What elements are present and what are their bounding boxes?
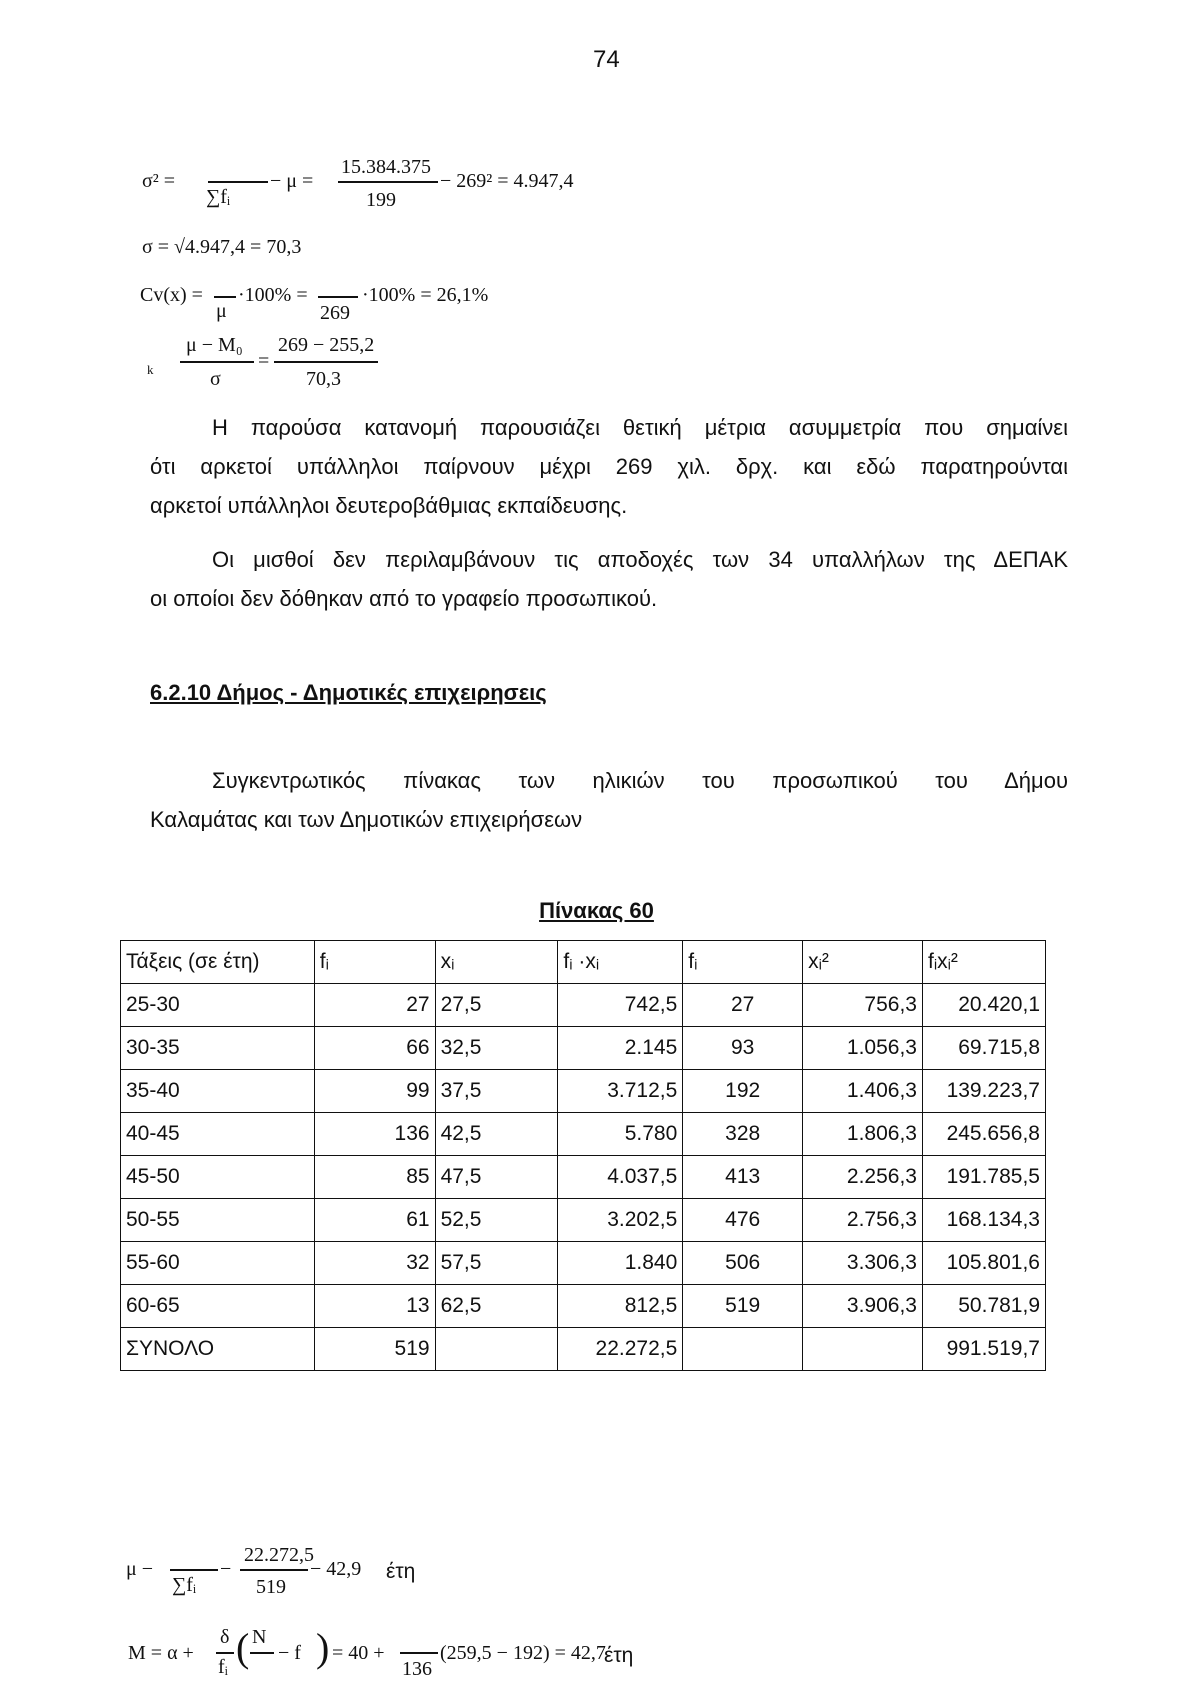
- table-cell: 2.256,3: [803, 1156, 923, 1199]
- table-row: [121, 1285, 1046, 1328]
- cv-tail: ·100% = 26,1%: [362, 284, 489, 306]
- table-cell: [803, 1328, 923, 1371]
- mean-minus: −: [220, 1558, 232, 1580]
- skew-frac2-den: 70,3: [306, 368, 341, 390]
- table-cell: 50-55: [121, 1199, 315, 1242]
- table-cell: 13: [314, 1285, 435, 1328]
- table-row: [121, 1027, 1046, 1070]
- page-number: 74: [593, 46, 620, 73]
- median-frac1-num: δ: [220, 1626, 230, 1648]
- sigma-formula: σ = √4.947,4 = 70,3: [142, 236, 302, 258]
- table-cell: 519: [683, 1285, 803, 1328]
- mean-tail: − 42,9: [310, 1558, 362, 1580]
- skew-k: k: [147, 362, 154, 377]
- table-cell: 40-45: [121, 1113, 315, 1156]
- table-cell: 25-30: [121, 984, 315, 1027]
- median-paren-close: ): [316, 1625, 330, 1670]
- mean-frac2-den: 519: [256, 1576, 286, 1598]
- table-cell: 30-35: [121, 1027, 315, 1070]
- table-cell: 27: [314, 984, 435, 1027]
- fraction-bar: [216, 1652, 234, 1654]
- fraction-bar: [250, 1652, 274, 1654]
- table-cell: 139.223,7: [922, 1070, 1045, 1113]
- table-cell: 5.780: [558, 1113, 683, 1156]
- table-cell: 328: [683, 1113, 803, 1156]
- table-caption: Πίνακας 60: [539, 898, 654, 923]
- header-cell: fᵢxᵢ²: [922, 941, 1045, 984]
- table-cell: 61: [314, 1199, 435, 1242]
- mean-frac2-num: 22.272,5: [244, 1544, 314, 1566]
- table-cell: 69.715,8: [922, 1027, 1045, 1070]
- median-minus-f: − f: [278, 1642, 301, 1664]
- variance-tail: − 269² = 4.947,4: [440, 170, 574, 192]
- fraction-bar: [338, 181, 438, 183]
- cv-lhs: Cv(x) =: [140, 284, 203, 306]
- table-cell: 32,5: [435, 1027, 558, 1070]
- skew-frac2-num: 269 − 255,2: [278, 334, 375, 356]
- table-cell: 3.306,3: [803, 1242, 923, 1285]
- table-cell: 57,5: [435, 1242, 558, 1285]
- median-tail-a: = 40 +: [332, 1642, 385, 1664]
- interpretation-paragraph: [150, 414, 1068, 519]
- table-cell: 1.806,3: [803, 1113, 923, 1156]
- median-frac2-num: N: [252, 1626, 267, 1648]
- variance-minus-mu: − μ =: [270, 170, 314, 192]
- table-cell: 1.406,3: [803, 1070, 923, 1113]
- table-cell: 192: [683, 1070, 803, 1113]
- fraction-bar: [170, 1569, 218, 1571]
- mean-unit: έτη: [386, 1560, 416, 1583]
- cv-frac1-den: μ: [216, 300, 227, 322]
- table-cell: 27,5: [435, 984, 558, 1027]
- table-cell: 3.906,3: [803, 1285, 923, 1328]
- paragraph-line: Η παρούσα κατανομή παρουσιάζει θετική μέτρια ασυμμετρία που σημαίνει: [212, 415, 1068, 440]
- table-cell: 55-60: [121, 1242, 315, 1285]
- table-row: [121, 1199, 1046, 1242]
- cv-mid: ·100% =: [238, 284, 308, 306]
- table-cell: 812,5: [558, 1285, 683, 1328]
- paragraph-line: οι οποίοι δεν δόθηκαν από το γραφείο προσωπικού.: [150, 586, 658, 611]
- table-cell: 20.420,1: [922, 984, 1045, 1027]
- table-cell: 191.785,5: [922, 1156, 1045, 1199]
- fraction-bar: [400, 1652, 438, 1654]
- table-row: [121, 1242, 1046, 1285]
- table-cell: 60-65: [121, 1285, 315, 1328]
- paragraph-line: Συγκεντρωτικός πίνακας των ηλικιών του προσωπικού του Δήμου: [212, 768, 1068, 793]
- table-cell: 245.656,8: [922, 1113, 1045, 1156]
- table-cell: [435, 1328, 558, 1371]
- table-cell: 756,3: [803, 984, 923, 1027]
- table-cell: 66: [314, 1027, 435, 1070]
- fraction-bar: [180, 361, 254, 363]
- median-frac3-den: 136: [402, 1658, 432, 1680]
- table-header-row: [121, 941, 1046, 984]
- fraction-bar: [208, 181, 268, 183]
- table-cell: 62,5: [435, 1285, 558, 1328]
- table-cell: 93: [683, 1027, 803, 1070]
- paragraph-line: Οι μισθοί δεν περιλαμβάνουν τις αποδοχές των 34 υπαλλήλων της ΔΕΠΑΚ: [212, 547, 1068, 572]
- table-cell: 506: [683, 1242, 803, 1285]
- variance-lhs: σ² =: [142, 170, 176, 192]
- fraction-bar: [214, 296, 236, 298]
- table-cell: 45-50: [121, 1156, 315, 1199]
- table-row: [121, 1070, 1046, 1113]
- mean-lhs: μ −: [126, 1558, 154, 1580]
- mean-frac1-den: ∑fᵢ: [172, 1574, 197, 1596]
- paragraph-line: αρκετοί υπάλληλοι δευτεροβάθμιας εκπαίδευσης.: [150, 493, 628, 518]
- paragraph-line: Καλαμάτας και των Δημοτικών επιχειρήσεων: [150, 807, 583, 832]
- header-cell: fᵢ ·xᵢ: [558, 941, 683, 984]
- header-cell: Τάξεις (σε έτη): [121, 941, 315, 984]
- table-cell: 2.756,3: [803, 1199, 923, 1242]
- table-cell: 742,5: [558, 984, 683, 1027]
- header-cell: xᵢ²: [803, 941, 923, 984]
- table-cell: [683, 1328, 803, 1371]
- median-unit: έτη: [604, 1644, 634, 1667]
- table-cell: 4.037,5: [558, 1156, 683, 1199]
- table-cell: 52,5: [435, 1199, 558, 1242]
- table-cell: 37,5: [435, 1070, 558, 1113]
- table-total-row: [121, 1328, 1046, 1371]
- variance-frac2-num: 15.384.375: [341, 156, 431, 178]
- table-cell: 991.519,7: [922, 1328, 1045, 1371]
- header-cell: fᵢ: [683, 941, 803, 984]
- table-cell: 35-40: [121, 1070, 315, 1113]
- table-cell: 136: [314, 1113, 435, 1156]
- table-cell: 168.134,3: [922, 1199, 1045, 1242]
- variance-frac2-den: 199: [366, 189, 396, 211]
- table-cell: 2.145: [558, 1027, 683, 1070]
- cv-frac2-den: 269: [320, 302, 350, 324]
- table-cell: ΣΥΝΟΛΟ: [121, 1328, 315, 1371]
- median-tail-b: (259,5 − 192) = 42,7: [440, 1642, 606, 1664]
- salary-note-paragraph: [150, 546, 1068, 612]
- table-cell: 22.272,5: [558, 1328, 683, 1371]
- median-frac1-den: fᵢ: [218, 1656, 228, 1678]
- fraction-bar: [318, 296, 358, 298]
- table-row: [121, 984, 1046, 1027]
- table-cell: 47,5: [435, 1156, 558, 1199]
- median-paren-open: (: [236, 1625, 250, 1670]
- table-cell: 3.712,5: [558, 1070, 683, 1113]
- variance-frac1-den: ∑fᵢ: [206, 186, 231, 208]
- table-cell: 476: [683, 1199, 803, 1242]
- age-distribution-table: [120, 940, 1046, 1371]
- table-cell: 27: [683, 984, 803, 1027]
- table-row: [121, 1156, 1046, 1199]
- skew-frac1-den: σ: [210, 368, 221, 390]
- table-cell: 32: [314, 1242, 435, 1285]
- table-cell: 1.056,3: [803, 1027, 923, 1070]
- header-cell: xᵢ: [435, 941, 558, 984]
- table-cell: 519: [314, 1328, 435, 1371]
- paragraph-line: ότι αρκετοί υπάλληλοι παίρνουν μέχρι 269 χιλ. δρχ. και εδώ παρατηρούνται: [150, 454, 1068, 479]
- fraction-bar: [274, 361, 378, 363]
- skew-eq: =: [258, 350, 270, 372]
- table-cell: 3.202,5: [558, 1199, 683, 1242]
- table-cell: 105.801,6: [922, 1242, 1045, 1285]
- table-row: [121, 1113, 1046, 1156]
- table-cell: 413: [683, 1156, 803, 1199]
- table-cell: 50.781,9: [922, 1285, 1045, 1328]
- table-cell: 42,5: [435, 1113, 558, 1156]
- skew-frac1-num: μ − M₀: [186, 334, 243, 356]
- fraction-bar: [240, 1569, 308, 1571]
- table-cell: 99: [314, 1070, 435, 1113]
- table-cell: 1.840: [558, 1242, 683, 1285]
- table-intro-paragraph: [150, 767, 1068, 833]
- table-cell: 85: [314, 1156, 435, 1199]
- median-lhs: M = α +: [128, 1642, 194, 1664]
- section-heading: 6.2.10 Δήμος - Δημοτικές επιχειρησεις: [150, 680, 547, 705]
- header-cell: fᵢ: [314, 941, 435, 984]
